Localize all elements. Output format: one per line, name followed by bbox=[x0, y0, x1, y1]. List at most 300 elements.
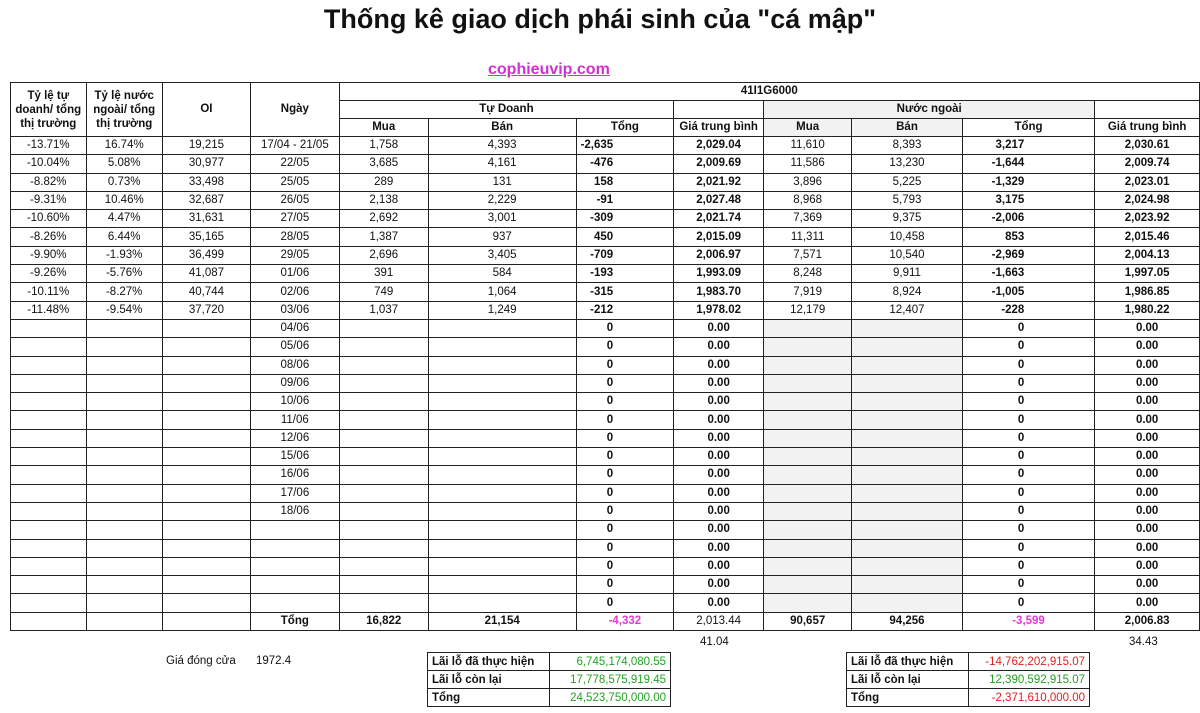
cell-nn-gia: 0.00 bbox=[1095, 393, 1200, 411]
cell-nn-tong: 0 bbox=[962, 448, 1094, 466]
cell-nn-ban bbox=[852, 338, 963, 356]
cell-nn-ban bbox=[852, 576, 963, 594]
cell-nn-gia: 0.00 bbox=[1095, 411, 1200, 429]
cell-nn-mua bbox=[764, 374, 852, 392]
cell-ratio-td bbox=[11, 521, 87, 539]
cell-ratio-td: -10.11% bbox=[11, 283, 87, 301]
cell-oi bbox=[162, 393, 250, 411]
table-row bbox=[11, 155, 1200, 173]
cell-nn-gia: 2,023.01 bbox=[1095, 173, 1200, 191]
cell-td-mua bbox=[339, 576, 428, 594]
pl-label: Lãi lỗ còn lại bbox=[428, 671, 550, 689]
cell-td-gia: 0.00 bbox=[674, 557, 764, 575]
cell-ratio-td bbox=[11, 466, 87, 484]
table-row bbox=[11, 502, 1200, 520]
cell-nn-ban bbox=[852, 374, 963, 392]
cell-ratio-td: -9.31% bbox=[11, 191, 87, 209]
cell-nn-gia: 0.00 bbox=[1095, 576, 1200, 594]
cell-td-mua bbox=[339, 539, 428, 557]
cell-nn-ban: 5,793 bbox=[852, 191, 963, 209]
total-td-ban: 21,154 bbox=[428, 612, 576, 630]
cell-td-gia: 0.00 bbox=[674, 484, 764, 502]
cell-nn-gia: 1,997.05 bbox=[1095, 265, 1200, 283]
cell-ratio-nn: 5.08% bbox=[86, 155, 162, 173]
header-ratio-nn: Tỷ lệ nước ngoài/ tổng thị trường bbox=[86, 83, 162, 137]
cell-td-mua bbox=[339, 502, 428, 520]
cell-nn-ban: 10,540 bbox=[852, 246, 963, 264]
cell-ratio-td: -8.26% bbox=[11, 228, 87, 246]
cell-ratio-td bbox=[11, 338, 87, 356]
cell-nn-gia: 2,004.13 bbox=[1095, 246, 1200, 264]
cell-date: 10/06 bbox=[250, 393, 339, 411]
table-row bbox=[11, 228, 1200, 246]
cell-nn-mua bbox=[764, 594, 852, 612]
cell-td-tong: 0 bbox=[576, 411, 674, 429]
cell-ratio-nn bbox=[86, 557, 162, 575]
cell-date: 04/06 bbox=[250, 319, 339, 337]
table-row bbox=[11, 374, 1200, 392]
cell-nn-mua bbox=[764, 448, 852, 466]
cell-td-tong: 0 bbox=[576, 594, 674, 612]
cell-nn-gia: 1,980.22 bbox=[1095, 301, 1200, 319]
cell-nn-tong: 0 bbox=[962, 539, 1094, 557]
cell-nn-tong: 0 bbox=[962, 319, 1094, 337]
cell-nn-mua: 8,248 bbox=[764, 265, 852, 283]
cell-nn-mua: 3,896 bbox=[764, 173, 852, 191]
cell-nn-tong: -1,663 bbox=[962, 265, 1094, 283]
cell-ratio-nn bbox=[86, 484, 162, 502]
cell-nn-ban bbox=[852, 466, 963, 484]
cell-nn-mua bbox=[764, 411, 852, 429]
cell-ratio-td: -13.71% bbox=[11, 137, 87, 155]
cell-ratio-nn bbox=[86, 338, 162, 356]
cell-oi bbox=[162, 338, 250, 356]
cell-td-gia: 0.00 bbox=[674, 411, 764, 429]
cell-td-ban bbox=[428, 484, 576, 502]
table-row bbox=[11, 521, 1200, 539]
cell-date: 12/06 bbox=[250, 429, 339, 447]
cell-td-mua bbox=[339, 356, 428, 374]
cell-td-ban bbox=[428, 429, 576, 447]
header-nn-mua: Mua bbox=[764, 119, 852, 137]
cell-nn-gia: 0.00 bbox=[1095, 594, 1200, 612]
table-row bbox=[11, 137, 1200, 155]
total-td-mua: 16,822 bbox=[339, 612, 428, 630]
cell-nn-mua: 7,571 bbox=[764, 246, 852, 264]
cell-nn-mua: 11,586 bbox=[764, 155, 852, 173]
cell-td-ban bbox=[428, 393, 576, 411]
cell-nn-tong: -228 bbox=[962, 301, 1094, 319]
cell-nn-ban bbox=[852, 411, 963, 429]
cell-nn-ban: 5,225 bbox=[852, 173, 963, 191]
cell-nn-gia: 0.00 bbox=[1095, 429, 1200, 447]
cell-td-ban bbox=[428, 411, 576, 429]
cell-ratio-nn bbox=[86, 393, 162, 411]
cell-td-ban: 3,405 bbox=[428, 246, 576, 264]
header-ratio-td: Tỷ lệ tự doanh/ tổng thị trường bbox=[11, 83, 87, 137]
cell-ratio-nn: -9.54% bbox=[86, 301, 162, 319]
cell-td-mua: 289 bbox=[339, 173, 428, 191]
total-empty bbox=[86, 612, 162, 630]
cell-td-ban bbox=[428, 576, 576, 594]
pl-label: Lãi lỗ đã thực hiện bbox=[428, 653, 550, 671]
cell-ratio-nn bbox=[86, 521, 162, 539]
header-td-gia: Giá trung bình bbox=[674, 119, 764, 137]
header-nuoc-ngoai: Nước ngoài bbox=[764, 101, 1095, 119]
pl-table-nuoc-ngoai bbox=[846, 652, 1090, 707]
cell-td-tong: -709 bbox=[576, 246, 674, 264]
cell-nn-tong: 0 bbox=[962, 484, 1094, 502]
table-row bbox=[11, 576, 1200, 594]
table-row bbox=[11, 246, 1200, 264]
cell-td-gia: 0.00 bbox=[674, 429, 764, 447]
table-row bbox=[11, 594, 1200, 612]
cell-td-gia: 0.00 bbox=[674, 338, 764, 356]
header-date: Ngày bbox=[250, 83, 339, 137]
cell-td-tong: 0 bbox=[576, 557, 674, 575]
cell-nn-ban bbox=[852, 448, 963, 466]
cell-oi bbox=[162, 448, 250, 466]
cell-td-mua bbox=[339, 411, 428, 429]
cell-td-tong: 0 bbox=[576, 576, 674, 594]
cell-td-tong: -91 bbox=[576, 191, 674, 209]
cell-td-mua: 1,758 bbox=[339, 137, 428, 155]
pl-label: Tổng bbox=[847, 689, 969, 707]
pl-row bbox=[428, 671, 671, 689]
cell-nn-mua: 11,610 bbox=[764, 137, 852, 155]
cell-oi: 19,215 bbox=[162, 137, 250, 155]
cell-nn-tong: 0 bbox=[962, 393, 1094, 411]
cell-td-ban: 3,001 bbox=[428, 210, 576, 228]
table-row bbox=[11, 265, 1200, 283]
table-row bbox=[11, 429, 1200, 447]
cell-td-gia: 0.00 bbox=[674, 319, 764, 337]
cell-ratio-td: -9.26% bbox=[11, 265, 87, 283]
cell-td-mua: 3,685 bbox=[339, 155, 428, 173]
cell-ratio-nn: 4.47% bbox=[86, 210, 162, 228]
site-link[interactable]: cophieuvip.com bbox=[488, 61, 610, 78]
derivatives-table bbox=[10, 82, 1200, 631]
header-nn-tong: Tổng bbox=[962, 119, 1094, 137]
cell-td-tong: 0 bbox=[576, 338, 674, 356]
cell-ratio-td bbox=[11, 411, 87, 429]
cell-date: 11/06 bbox=[250, 411, 339, 429]
cell-td-ban: 937 bbox=[428, 228, 576, 246]
cell-ratio-td: -11.48% bbox=[11, 301, 87, 319]
cell-nn-tong: -1,329 bbox=[962, 173, 1094, 191]
cell-ratio-nn bbox=[86, 411, 162, 429]
cell-td-tong: 0 bbox=[576, 484, 674, 502]
cell-nn-mua bbox=[764, 338, 852, 356]
cell-ratio-nn bbox=[86, 466, 162, 484]
cell-ratio-nn: 16.74% bbox=[86, 137, 162, 155]
cell-td-ban: 4,161 bbox=[428, 155, 576, 173]
table-row bbox=[11, 393, 1200, 411]
cell-oi: 40,744 bbox=[162, 283, 250, 301]
cell-nn-tong: 0 bbox=[962, 502, 1094, 520]
cell-date: 29/05 bbox=[250, 246, 339, 264]
cell-nn-mua bbox=[764, 521, 852, 539]
cell-nn-tong: -2,006 bbox=[962, 210, 1094, 228]
cell-nn-ban bbox=[852, 429, 963, 447]
cell-td-ban: 1,064 bbox=[428, 283, 576, 301]
cell-td-mua bbox=[339, 521, 428, 539]
cell-td-gia: 2,006.97 bbox=[674, 246, 764, 264]
cell-td-tong: -315 bbox=[576, 283, 674, 301]
pl-row bbox=[847, 653, 1090, 671]
cell-date: 01/06 bbox=[250, 265, 339, 283]
cell-nn-tong: -1,005 bbox=[962, 283, 1094, 301]
cell-nn-ban bbox=[852, 594, 963, 612]
cell-td-ban: 4,393 bbox=[428, 137, 576, 155]
cell-td-ban bbox=[428, 356, 576, 374]
cell-td-tong: 0 bbox=[576, 502, 674, 520]
cell-nn-tong: -2,969 bbox=[962, 246, 1094, 264]
cell-ratio-td bbox=[11, 319, 87, 337]
cell-oi: 41,087 bbox=[162, 265, 250, 283]
cell-ratio-nn: -8.27% bbox=[86, 283, 162, 301]
cell-oi: 33,498 bbox=[162, 173, 250, 191]
cell-date bbox=[250, 594, 339, 612]
header-contract: 41I1G6000 bbox=[339, 83, 1199, 101]
cell-td-gia: 0.00 bbox=[674, 466, 764, 484]
table-row bbox=[11, 557, 1200, 575]
cell-td-mua: 2,696 bbox=[339, 246, 428, 264]
cell-ratio-nn bbox=[86, 356, 162, 374]
cell-nn-ban bbox=[852, 539, 963, 557]
total-nn-ban: 94,256 bbox=[852, 612, 963, 630]
total-label: Tổng bbox=[250, 612, 339, 630]
cell-nn-ban: 8,393 bbox=[852, 137, 963, 155]
table-row bbox=[11, 448, 1200, 466]
cell-nn-ban: 12,407 bbox=[852, 301, 963, 319]
cell-oi bbox=[162, 466, 250, 484]
cell-ratio-td: -9.90% bbox=[11, 246, 87, 264]
cell-nn-ban bbox=[852, 502, 963, 520]
cell-oi: 36,499 bbox=[162, 246, 250, 264]
cell-nn-mua bbox=[764, 502, 852, 520]
cell-ratio-nn bbox=[86, 374, 162, 392]
cell-oi bbox=[162, 429, 250, 447]
cell-oi bbox=[162, 521, 250, 539]
cell-nn-ban bbox=[852, 557, 963, 575]
cell-td-mua: 391 bbox=[339, 265, 428, 283]
cell-date: 17/06 bbox=[250, 484, 339, 502]
cell-ratio-td bbox=[11, 576, 87, 594]
cell-nn-tong: 0 bbox=[962, 594, 1094, 612]
cell-td-mua bbox=[339, 594, 428, 612]
table-row bbox=[11, 319, 1200, 337]
pl-row bbox=[428, 689, 671, 707]
table-row bbox=[11, 301, 1200, 319]
cell-oi bbox=[162, 484, 250, 502]
cell-date: 26/05 bbox=[250, 191, 339, 209]
cell-td-ban: 2,229 bbox=[428, 191, 576, 209]
cell-td-gia: 0.00 bbox=[674, 539, 764, 557]
cell-oi bbox=[162, 557, 250, 575]
cell-nn-ban: 9,375 bbox=[852, 210, 963, 228]
cell-oi bbox=[162, 502, 250, 520]
cell-ratio-nn bbox=[86, 502, 162, 520]
cell-ratio-td bbox=[11, 502, 87, 520]
total-nn-tong: -3,599 bbox=[962, 612, 1094, 630]
cell-ratio-nn bbox=[86, 594, 162, 612]
cell-date: 18/06 bbox=[250, 502, 339, 520]
cell-ratio-td: -10.04% bbox=[11, 155, 87, 173]
cell-td-gia: 0.00 bbox=[674, 356, 764, 374]
cell-ratio-td bbox=[11, 356, 87, 374]
cell-ratio-td bbox=[11, 374, 87, 392]
cell-td-ban bbox=[428, 502, 576, 520]
pl-row bbox=[847, 689, 1090, 707]
closing-price-label: Giá đóng cửa bbox=[166, 655, 236, 667]
cell-td-gia: 1,983.70 bbox=[674, 283, 764, 301]
table-row bbox=[11, 466, 1200, 484]
cell-date: 05/06 bbox=[250, 338, 339, 356]
cell-td-mua bbox=[339, 393, 428, 411]
header-td-mua: Mua bbox=[339, 119, 428, 137]
pl-label: Lãi lỗ đã thực hiện bbox=[847, 653, 969, 671]
cell-nn-tong: 0 bbox=[962, 576, 1094, 594]
cell-nn-tong: 0 bbox=[962, 374, 1094, 392]
cell-date bbox=[250, 539, 339, 557]
cell-td-ban bbox=[428, 557, 576, 575]
pl-label: Tổng bbox=[428, 689, 550, 707]
cell-oi bbox=[162, 539, 250, 557]
cell-td-mua bbox=[339, 448, 428, 466]
cell-td-tong: 0 bbox=[576, 319, 674, 337]
cell-nn-ban bbox=[852, 484, 963, 502]
cell-date: 25/05 bbox=[250, 173, 339, 191]
cell-nn-ban bbox=[852, 356, 963, 374]
cell-td-gia: 0.00 bbox=[674, 502, 764, 520]
cell-nn-mua: 12,179 bbox=[764, 301, 852, 319]
cell-nn-gia: 2,024.98 bbox=[1095, 191, 1200, 209]
cell-td-tong: 0 bbox=[576, 374, 674, 392]
cell-nn-tong: 853 bbox=[962, 228, 1094, 246]
cell-nn-tong: 0 bbox=[962, 557, 1094, 575]
cell-nn-mua bbox=[764, 466, 852, 484]
header-td-tong: Tổng bbox=[576, 119, 674, 137]
cell-nn-mua bbox=[764, 576, 852, 594]
header-nn-gia: Giá trung bình bbox=[1095, 119, 1200, 137]
cell-nn-ban: 9,911 bbox=[852, 265, 963, 283]
cell-td-tong: 0 bbox=[576, 429, 674, 447]
cell-td-mua bbox=[339, 484, 428, 502]
cell-td-mua: 1,037 bbox=[339, 301, 428, 319]
cell-ratio-nn bbox=[86, 539, 162, 557]
cell-date: 22/05 bbox=[250, 155, 339, 173]
cell-date bbox=[250, 576, 339, 594]
cell-nn-gia: 0.00 bbox=[1095, 484, 1200, 502]
td-below-value: 41.04 bbox=[700, 636, 729, 648]
pl-value: 24,523,750,000.00 bbox=[550, 689, 671, 707]
cell-td-mua: 1,387 bbox=[339, 228, 428, 246]
cell-nn-gia: 0.00 bbox=[1095, 466, 1200, 484]
cell-date bbox=[250, 557, 339, 575]
cell-td-ban bbox=[428, 319, 576, 337]
cell-nn-mua bbox=[764, 319, 852, 337]
cell-td-gia: 0.00 bbox=[674, 448, 764, 466]
cell-oi: 30,977 bbox=[162, 155, 250, 173]
cell-nn-gia: 2,030.61 bbox=[1095, 137, 1200, 155]
cell-td-ban bbox=[428, 466, 576, 484]
cell-nn-mua bbox=[764, 356, 852, 374]
total-empty bbox=[11, 612, 87, 630]
cell-td-gia: 0.00 bbox=[674, 393, 764, 411]
cell-td-mua: 2,692 bbox=[339, 210, 428, 228]
cell-nn-gia: 0.00 bbox=[1095, 374, 1200, 392]
cell-nn-tong: 0 bbox=[962, 356, 1094, 374]
cell-td-ban: 1,249 bbox=[428, 301, 576, 319]
cell-td-mua bbox=[339, 466, 428, 484]
cell-td-tong: 158 bbox=[576, 173, 674, 191]
cell-nn-ban: 13,230 bbox=[852, 155, 963, 173]
cell-td-ban bbox=[428, 594, 576, 612]
cell-nn-tong: 3,217 bbox=[962, 137, 1094, 155]
header-blank bbox=[674, 101, 764, 119]
cell-td-gia: 0.00 bbox=[674, 594, 764, 612]
cell-nn-gia: 1,986.85 bbox=[1095, 283, 1200, 301]
cell-ratio-nn: 10.46% bbox=[86, 191, 162, 209]
cell-nn-mua: 7,919 bbox=[764, 283, 852, 301]
cell-td-gia: 2,021.74 bbox=[674, 210, 764, 228]
page-title: Thống kê giao dịch phái sinh của "cá mập" bbox=[323, 4, 877, 34]
cell-nn-mua: 11,311 bbox=[764, 228, 852, 246]
total-nn-gia: 2,006.83 bbox=[1095, 612, 1200, 630]
cell-td-ban bbox=[428, 374, 576, 392]
total-empty bbox=[162, 612, 250, 630]
header-nn-ban: Bán bbox=[852, 119, 963, 137]
cell-oi bbox=[162, 319, 250, 337]
table-row bbox=[11, 356, 1200, 374]
cell-ratio-nn bbox=[86, 448, 162, 466]
cell-td-tong: -309 bbox=[576, 210, 674, 228]
cell-td-gia: 2,009.69 bbox=[674, 155, 764, 173]
cell-ratio-td bbox=[11, 448, 87, 466]
total-nn-mua: 90,657 bbox=[764, 612, 852, 630]
cell-td-mua bbox=[339, 557, 428, 575]
cell-date bbox=[250, 521, 339, 539]
cell-nn-mua bbox=[764, 539, 852, 557]
cell-date: 27/05 bbox=[250, 210, 339, 228]
nn-below-value: 34.43 bbox=[1129, 636, 1158, 648]
cell-nn-ban: 10,458 bbox=[852, 228, 963, 246]
cell-oi: 35,165 bbox=[162, 228, 250, 246]
cell-td-tong: 0 bbox=[576, 539, 674, 557]
cell-nn-gia: 0.00 bbox=[1095, 356, 1200, 374]
cell-nn-ban bbox=[852, 319, 963, 337]
cell-td-gia: 2,015.09 bbox=[674, 228, 764, 246]
total-td-tong: -4,332 bbox=[576, 612, 674, 630]
cell-nn-mua: 8,968 bbox=[764, 191, 852, 209]
cell-oi bbox=[162, 374, 250, 392]
table-row bbox=[11, 283, 1200, 301]
cell-date: 08/06 bbox=[250, 356, 339, 374]
cell-ratio-td bbox=[11, 594, 87, 612]
cell-td-tong: 450 bbox=[576, 228, 674, 246]
cell-td-gia: 2,027.48 bbox=[674, 191, 764, 209]
cell-nn-mua bbox=[764, 393, 852, 411]
cell-nn-mua bbox=[764, 557, 852, 575]
cell-oi bbox=[162, 356, 250, 374]
cell-td-tong: 0 bbox=[576, 521, 674, 539]
pl-row bbox=[428, 653, 671, 671]
cell-date: 02/06 bbox=[250, 283, 339, 301]
cell-ratio-td bbox=[11, 557, 87, 575]
cell-date: 17/04 - 21/05 bbox=[250, 137, 339, 155]
table-row bbox=[11, 191, 1200, 209]
